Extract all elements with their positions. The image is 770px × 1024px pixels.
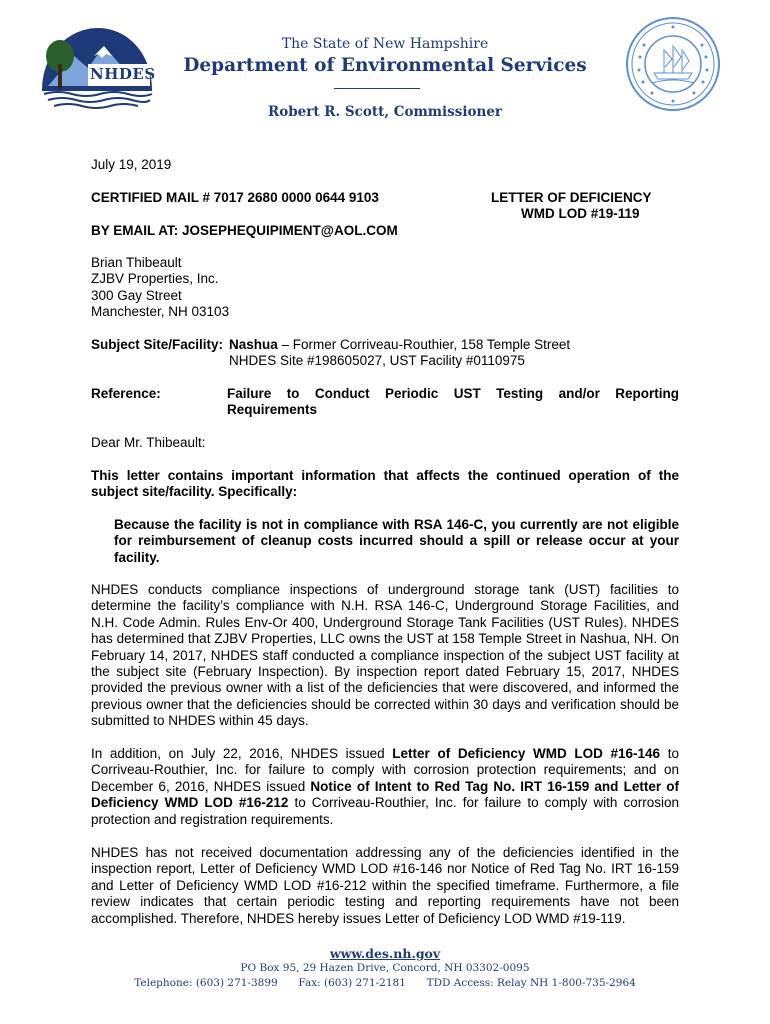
para2-notice: Notice of Intent to Red Tag No. IRT 16-159 and Letter of Deficiency WMD LOD #16-212 — [91, 778, 679, 811]
department-title: Department of Environmental Services — [183, 55, 587, 76]
warning-paragraph: Because the facility is not in compliance with RSA 146-C, you currently are not eligible for reimbursement of cleanup costs incurred should a spill or release occur at your facility. — [114, 517, 679, 565]
recipient-line: Manchester, NH 03103 — [91, 304, 230, 320]
recipient-line: 300 Gay Street — [91, 287, 182, 303]
body-paragraph-1: NHDES conducts compliance inspections of underground storage tank (UST) facilities to determine the facility’s compliance with N.H. RSA 146-C, Underground Storage Facilities, and N.H. Code Admin. Rules Env-Or 400, Underground Storage Tank Facilities (UST Rules). NHDES has determined that ZJBV Properties, LLC owns the UST at 158 Temple Street in Nashua, NH. On February 14, 2017, NHDES staff conducted a compliance inspection of the subject UST facility at the subject site (February Inspection). By inspection report dated February 15, 2017, NHDES provided the previous owner with a list of the deficiencies that were discovered, and informed the previous owner that the deficiencies should be corrected within 30 days and verification should be submitted to NHDES within 45 days. — [91, 582, 679, 729]
recipient-block — [91, 255, 229, 321]
footer-address: PO Box 95, 29 Hazen Drive, Concord, NH 03302-0095 — [240, 962, 530, 974]
logo-text: NHDES — [90, 65, 156, 83]
recipient-line: Brian Thibeault — [91, 255, 182, 270]
subject-label: Subject Site/Facility: — [91, 337, 224, 352]
reference-label: Reference: — [91, 386, 161, 401]
body-paragraph-3: NHDES has not received documentation addressing any of the deficiencies identified in the inspection report, Letter of Deficiency WMD LOD #16-146 nor Notice of Red Tag No. IRT 16-159 and Letter of Deficiency WMD LOD #16-212 within the specified timeframe. Furthermore, a file review indicates that certain periodic testing and reporting requirements have not been accomplished. Therefore, NHDES hereby issues Letter of Deficiency LOD WMD #19-119. — [91, 845, 679, 926]
footer-telephone: Telephone: (603) 271-3899 — [134, 977, 278, 989]
intro-paragraph: This letter contains important information that affects the continued operation of the subject site/facility. Specifically: — [91, 468, 679, 500]
footer-website[interactable]: www.des.nh.gov — [329, 946, 441, 961]
subject-rest: – Former Corriveau-Routhier, 158 Temple Street — [277, 337, 571, 352]
footer-tdd: TDD Access: Relay NH 1-800-735-2964 — [426, 977, 636, 989]
subject-value — [229, 337, 570, 353]
letterhead-divider — [334, 88, 420, 89]
body-paragraph-2 — [91, 746, 679, 828]
para2-text: In addition, on July 22, 2016, NHDES issued — [91, 746, 393, 761]
state-line: The State of New Hampshire — [281, 36, 489, 52]
email-line: BY EMAIL AT: JOSEPHEQUIPIMENT@AOL.COM — [91, 223, 398, 238]
state-seal-icon — [624, 15, 722, 113]
subject-city: Nashua — [229, 337, 278, 352]
footer-contact — [0, 977, 770, 989]
certified-mail-line: CERTIFIED MAIL # 7017 2680 0000 0644 9103 — [91, 190, 379, 205]
lod-number: WMD LOD #19-119 — [521, 206, 640, 221]
subject-line-2: NHDES Site #198605027, UST Facility #0110975 — [229, 353, 525, 368]
letter-type: LETTER OF DEFICIENCY — [491, 190, 652, 205]
commissioner: Robert R. Scott, Commissioner — [267, 104, 503, 120]
letter-date: July 19, 2019 — [91, 157, 172, 172]
para2-text: to Corriveau-Routhier, Inc. for failure to comply with corrosion protection requirements; and on December 6, 2016, NHDES issued — [91, 746, 679, 794]
recipient-line: ZJBV Properties, Inc. — [91, 271, 219, 287]
para2-lod: Letter of Deficiency WMD LOD #16-146 — [392, 746, 661, 761]
para2-text: to Corriveau-Routhier, Inc. for failure to comply with corrosion protection and registration requirements. — [91, 795, 680, 827]
footer-fax: Fax: (603) 271-2181 — [298, 977, 406, 989]
salutation: Dear Mr. Thibeault: — [91, 435, 206, 450]
reference-text: Failure to Conduct Periodic UST Testing and/or Reporting Requirements — [227, 386, 679, 418]
